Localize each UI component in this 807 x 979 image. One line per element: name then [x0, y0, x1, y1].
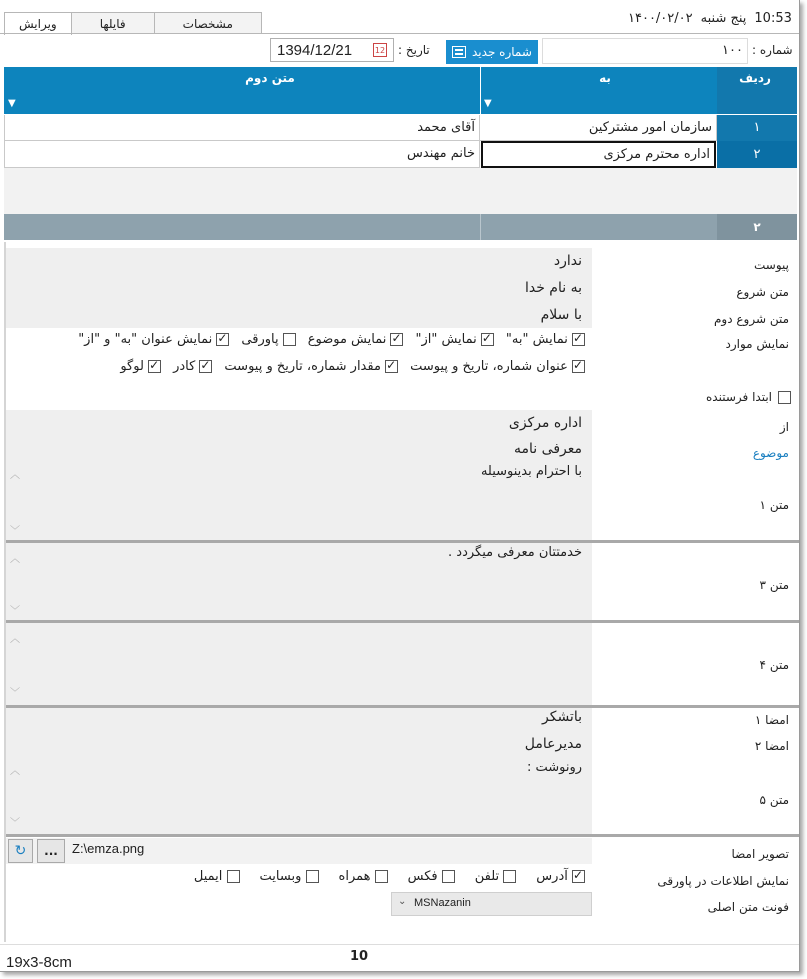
date-value: 1394/12/21	[277, 41, 353, 59]
frame-checkbox[interactable]: ✓ کادر	[173, 359, 212, 374]
from-value[interactable]: اداره مرکزی	[508, 415, 582, 431]
address-checkbox[interactable]: ✓ آدرس	[536, 869, 585, 884]
tab-properties[interactable]: مشخصات	[154, 12, 262, 34]
header-texts-panel	[6, 248, 592, 328]
separator	[6, 834, 800, 837]
show-to-from-title-checkbox[interactable]: ✓ نمایش عنوان "به" و "از"	[78, 332, 229, 347]
scroll-up-icon[interactable]: ︿	[10, 554, 20, 565]
tab-divider	[0, 33, 800, 34]
page-size-text: 19x3-8cm	[6, 954, 72, 971]
from-label: از	[779, 420, 789, 434]
browse-button[interactable]: ...	[37, 839, 65, 863]
scroll-up-icon[interactable]: ︿	[10, 634, 20, 645]
display-options-row2	[120, 359, 585, 374]
col-header-text2[interactable]: متن دوم	[245, 71, 295, 85]
main-font-select[interactable]	[391, 892, 592, 916]
start-text2-value[interactable]: با سلام	[540, 307, 582, 323]
row-number[interactable]: ۱	[717, 115, 797, 141]
display-options-row1	[78, 332, 585, 347]
list-icon	[452, 46, 466, 58]
tab-files[interactable]: فایلها	[71, 12, 155, 34]
website-checkbox[interactable]: وبسایت	[260, 869, 319, 884]
sign2-label: امضا ۲	[754, 739, 789, 753]
title-number-date-checkbox[interactable]: ✓ عنوان شماره، تاریخ و پیوست	[410, 359, 585, 374]
sender-first-label: ابتدا فرستنده	[706, 390, 772, 404]
start-text2-label: متن شروع دوم	[713, 312, 789, 326]
start-text-value[interactable]: به نام خدا	[524, 280, 582, 296]
clock-date: ۱۴۰۰/۰۲/۰۲	[628, 11, 693, 26]
cell-editor[interactable]	[481, 141, 716, 168]
number-value: ۱۰۰	[722, 43, 743, 58]
scroll-down-icon[interactable]: ﹀	[10, 526, 20, 537]
number-label: شماره :	[752, 43, 793, 57]
show-from-checkbox[interactable]: ✓ نمایش "از"	[415, 332, 493, 347]
text3-value[interactable]: خدمتتان معرفی میگردد .	[448, 545, 582, 560]
text5-value[interactable]: رونوشت :	[526, 760, 582, 775]
grid-empty-area	[4, 168, 797, 214]
clock-day: پنج شنبه	[700, 11, 747, 26]
sign1-label: امضا ۱	[754, 713, 789, 727]
sender-first-checkbox[interactable]	[706, 390, 791, 404]
main-font-label: فونت متن اصلی	[707, 900, 789, 914]
grid-col-divider	[480, 67, 481, 114]
new-number-button[interactable]	[446, 40, 538, 64]
table-row[interactable]	[4, 115, 480, 141]
tab-edit[interactable]: ویرایش	[4, 12, 72, 35]
text1-value[interactable]: با احترام بدینوسیله	[480, 464, 582, 479]
refresh-icon[interactable]: ↻	[8, 839, 33, 863]
row-number[interactable]: ۲	[717, 141, 797, 168]
mobile-checkbox[interactable]: همراه	[339, 869, 388, 884]
col-header-row[interactable]: ردیف	[739, 71, 771, 85]
scroll-down-icon[interactable]: ﹀	[10, 818, 20, 829]
table-row[interactable]	[4, 141, 480, 168]
date-label: تاریخ :	[398, 43, 430, 57]
clock-time: 10:53	[754, 11, 792, 26]
main-font-value: MSNazanin	[414, 897, 471, 909]
footnote-checkbox[interactable]: پاورقی	[241, 332, 295, 347]
scroll-down-icon[interactable]: ﹀	[10, 688, 20, 699]
attachment-value[interactable]: ندارد	[553, 253, 582, 269]
signature-panel[interactable]	[6, 708, 592, 834]
filter-icon[interactable]: ▼	[8, 98, 16, 109]
cell-to: اداره محترم مرکزی	[603, 147, 710, 162]
footer-info-label: نمایش اطلاعات در پاورقی	[657, 874, 789, 888]
subject-link[interactable]: موضوع	[752, 446, 789, 460]
logo-checkbox[interactable]: ✓ لوگو	[120, 359, 161, 374]
font-size-text: 10	[350, 949, 369, 964]
grid-footer-count: ۲	[717, 214, 797, 240]
tab-strip	[4, 12, 261, 34]
sign-image-label: تصویر امضا	[731, 847, 789, 861]
scroll-up-icon[interactable]: ︿	[10, 470, 20, 481]
table-row[interactable]	[480, 115, 717, 141]
number-field[interactable]	[542, 38, 748, 64]
calendar-icon[interactable]: 12	[373, 43, 387, 57]
footer-info-options	[194, 869, 585, 884]
filter-icon[interactable]: ▼	[484, 98, 492, 109]
sign2-value[interactable]: مدیرعامل	[524, 736, 582, 752]
value-number-date-checkbox[interactable]: ✓ مقدار شماره، تاریخ و پیوست	[224, 359, 398, 374]
text3-label: متن ۳	[759, 578, 789, 592]
cell-text2: خانم مهندس	[407, 146, 475, 161]
text1-label: متن ۱	[759, 498, 789, 512]
phone-checkbox[interactable]: تلفن	[475, 869, 517, 884]
cell-to: سازمان امور مشترکین	[588, 120, 712, 135]
grid-footer-divider	[480, 214, 481, 240]
sign1-value[interactable]: باتشکر	[541, 709, 582, 725]
grid-footer	[4, 214, 717, 240]
show-to-checkbox[interactable]: ✓ نمایش "به"	[506, 332, 585, 347]
date-field[interactable]	[270, 38, 394, 62]
scroll-up-icon[interactable]: ︿	[10, 766, 20, 777]
col-header-to[interactable]: به	[599, 71, 611, 85]
bottom-strip	[0, 944, 800, 972]
show-subject-checkbox[interactable]: ✓ نمایش موضوع	[308, 332, 404, 347]
text4-panel[interactable]	[6, 623, 592, 705]
email-checkbox[interactable]: ایمیل	[194, 869, 240, 884]
chevron-down-icon: ⌄	[398, 896, 407, 907]
fax-checkbox[interactable]: فکس	[408, 869, 455, 884]
new-number-label: شماره جدید	[472, 45, 532, 59]
cell-text2: آقای محمد	[417, 120, 475, 135]
text5-label: متن ۵	[759, 793, 789, 807]
text4-label: متن ۴	[759, 658, 789, 672]
start-text-label: متن شروع	[736, 285, 789, 299]
attachment-label: پیوست	[754, 258, 789, 272]
display-items-label: نمایش موارد	[725, 337, 789, 351]
clock	[628, 11, 792, 26]
subject-value[interactable]: معرفی نامه	[514, 441, 582, 457]
sign-image-path[interactable]: Z:\emza.png	[72, 841, 145, 856]
scroll-down-icon[interactable]: ﹀	[10, 606, 20, 617]
